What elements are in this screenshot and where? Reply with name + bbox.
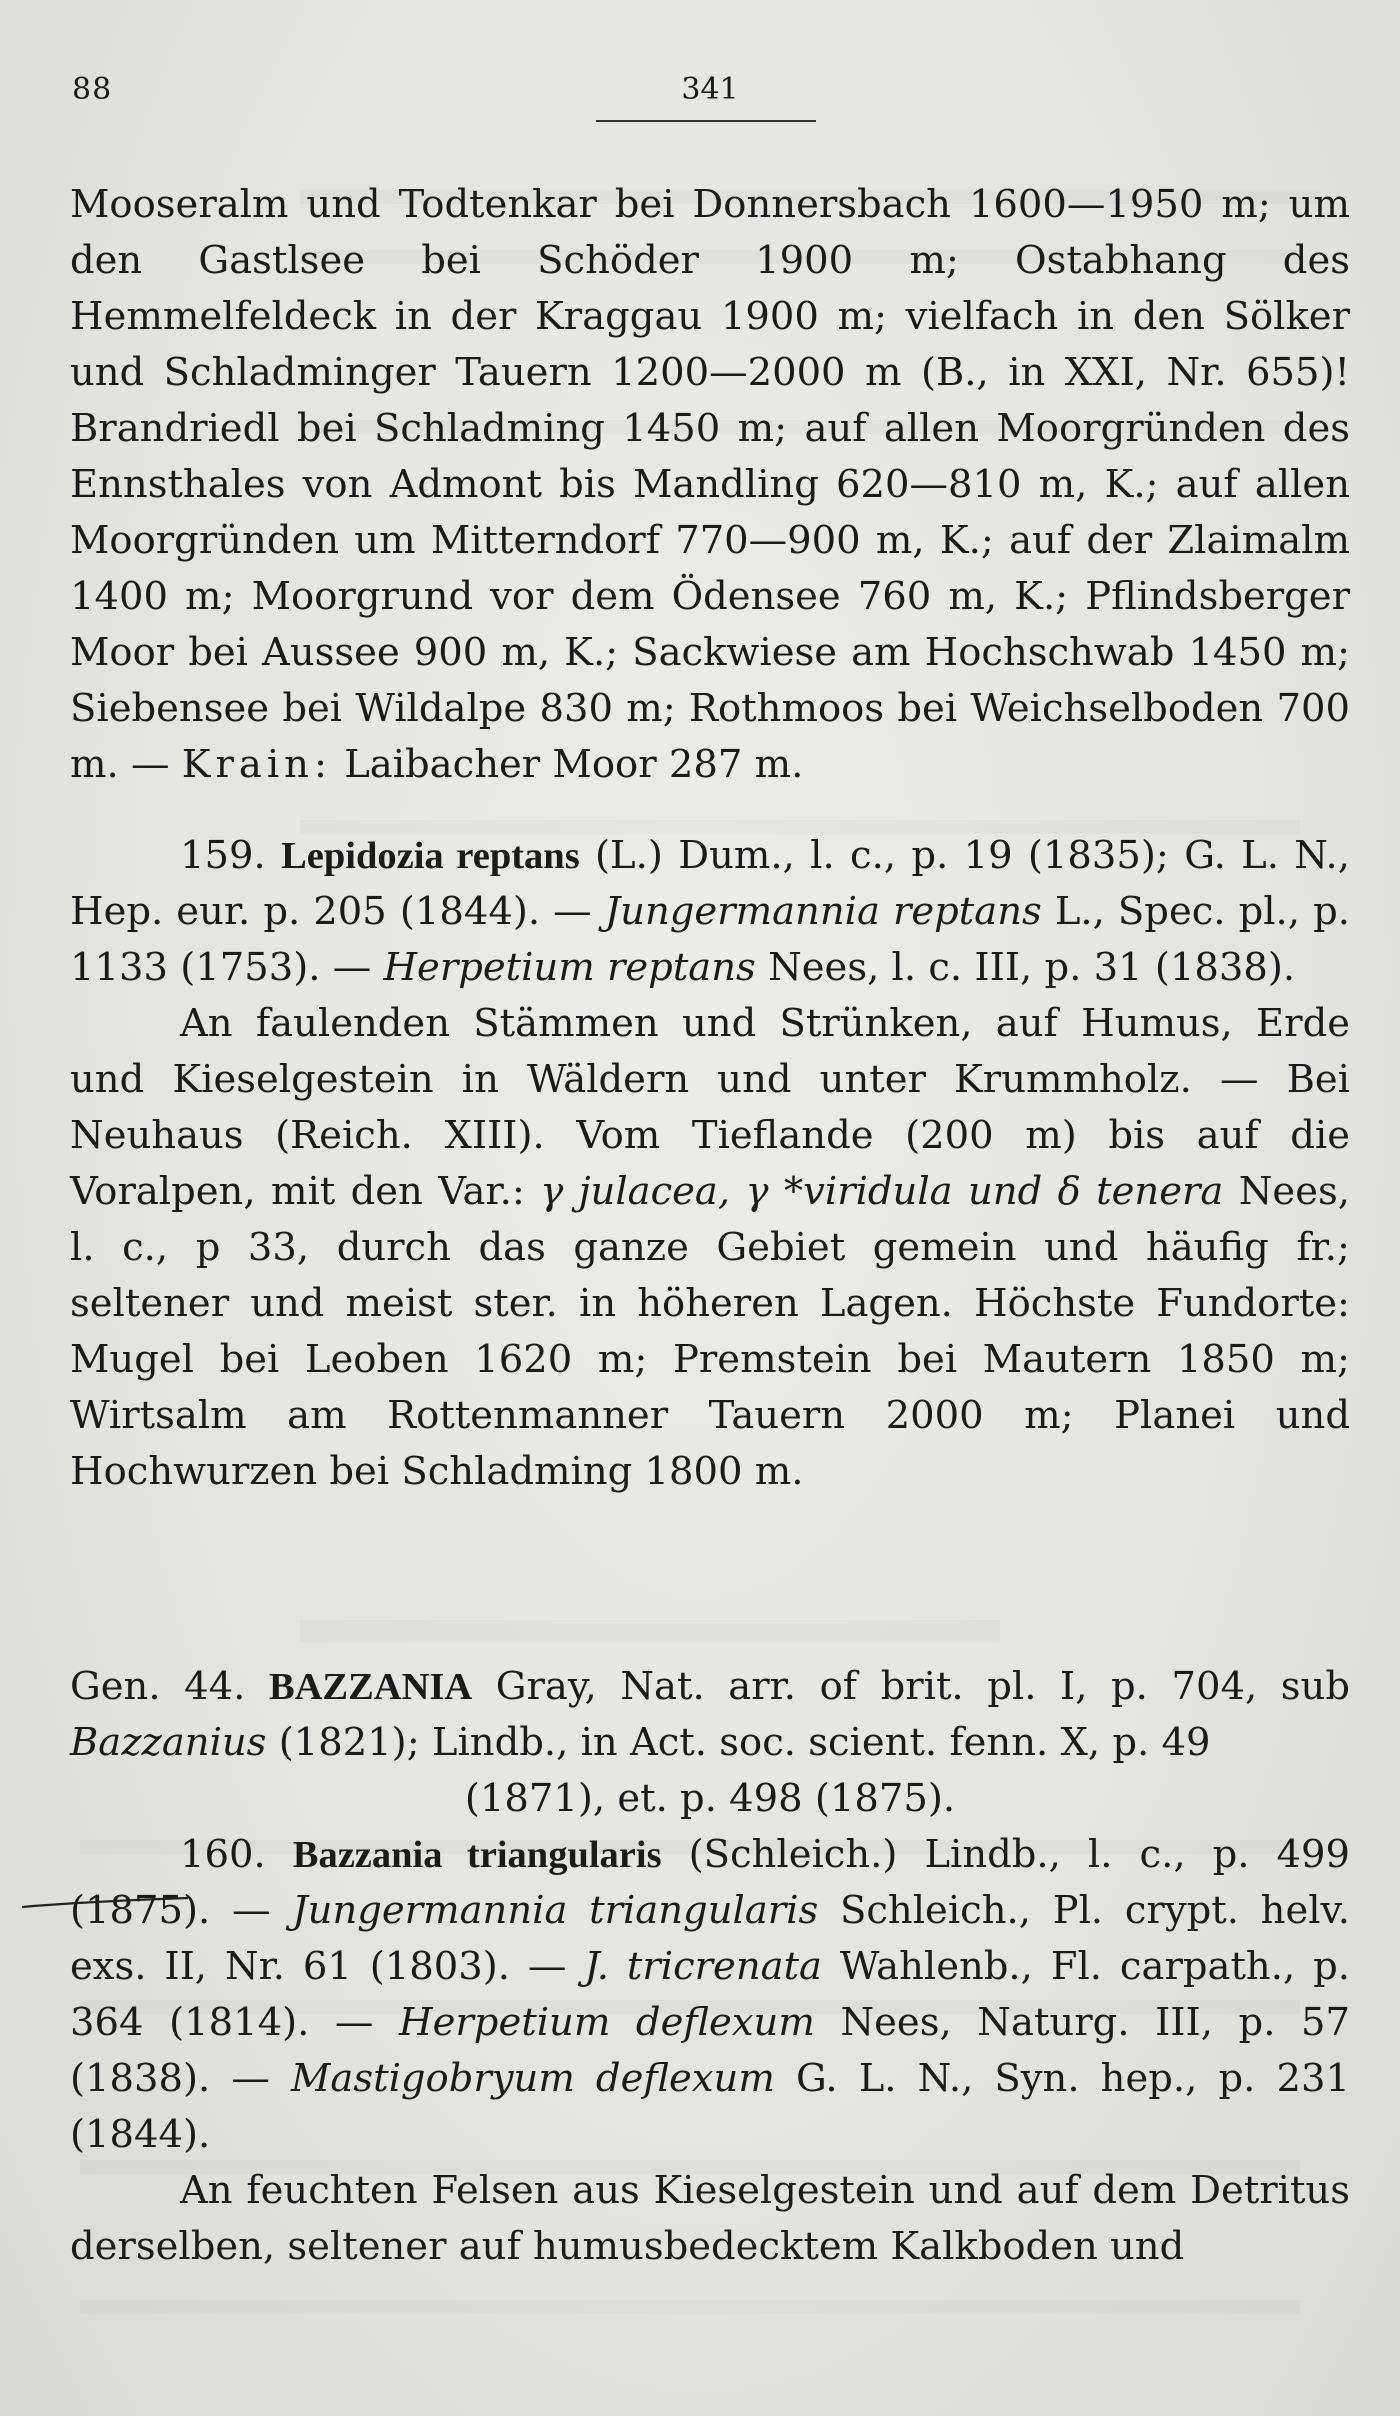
species-160-citation-e: G. L. N., Syn. hep., p. 231 (1844). [70,2056,1350,2157]
genus-44-citation-a: Gray, Nat. arr. of brit. pl. I, p. 704, sub [495,1664,1350,1709]
genus-44-citation-c: (1871), et. p. 498 (1875). [464,1776,956,1821]
locations-paragraph [70,177,1350,793]
species-159-heading [70,828,1350,996]
genus-44-heading [70,1659,1350,1771]
left-page-number: 88 [72,72,113,107]
species-160-citation-d: Nees, Naturg. III, p. 57 (1838). — [70,2000,1351,2101]
species-160-synonym-2: J. tricrenata [584,1944,823,1989]
locations-text: Mooseralm und Todtenkar bei Donnersbach 1600—1950 m; um den Gastlsee bei Schöder 1900 m; Ostabhang des Hemmelfeldeck in der Kraggau 1900 m; vielfach in den Sölker und Schladminger Tauern 1200—2000 m (B., in XXI, Nr. 655)! Brandriedl bei Schladming 1450 m; auf allen Moorgründen des Ennsthales von Admont bis Mandling 620—810 m, K.; auf allen Moorgründen um Mitterndorf 770—900 m, K.; auf der Zlaimalm 1400 m; Moorgrund vor dem Ödensee 760 m, K.; Pflindsberger Moor bei Aussee 900 m, K.; Sackwiese am Hochschwab 1450 m; Siebensee bei Wildalpe 830 m; Rothmoos bei Weichselboden 700 m. [70,182,1350,787]
species-159-citation-a: (L.) Dum., l. c., p. 19 (1835); G. L. N., Hep. eur. p. 205 (1844). — [70,833,1350,934]
closing-dash: — [131,742,170,787]
species-160-name: Bazzania triangularis [292,1834,662,1876]
species-159-habitat-a: An faulenden Stämmen und Strünken, auf Humus, Erde und Kieselgestein in Wäldern und unter Krummholz. — Bei Neuhaus (Reich. XIII). Vom Tieflande (200 m) bis auf die Voralpen, mit den Var.: [70,1001,1350,1214]
species-159-varieties: γ julacea, γ *viridula und δ tenera [540,1169,1224,1214]
species-160-heading [70,1827,1350,2163]
species-160-synonym-3: Herpetium deflexum [399,2000,815,2045]
text-block-species-159 [70,828,1350,1500]
species-160-habitat: An feuchten Felsen aus Kieselgestein und auf dem Detritus derselben, seltener auf humusbedecktem Kalkboden und [70,2168,1350,2269]
text-block-genus-44 [70,1659,1350,2275]
header-rule [596,120,816,122]
closing-text: Laibacher Moor 287 m. [344,742,804,787]
genus-44-label: Gen. 44. [70,1664,246,1709]
genus-44-name: BAZZANIA [268,1666,473,1708]
species-159-habitat [70,996,1350,1500]
species-160-citation-b: Schleich., Pl. crypt. helv. exs. II, Nr. 61 (1803). — [70,1888,1350,1989]
species-160-synonym-4: Mastigobryum deflexum [290,2056,775,2101]
species-160-number: 160. [180,1832,266,1877]
species-159-number: 159. [180,833,266,878]
center-page-number: 341 [681,72,739,107]
species-160-synonym-1: Jungermannia triangularis [292,1888,819,1933]
species-160-citation-a: (Schleich.) Lindb., l. c., p. 499 (1875). — [70,1832,1350,1933]
species-159-synonym-2: Herpetium reptans [383,945,756,990]
species-159-citation-c: Nees, l. c. III, p. 31 (1838). [768,945,1296,990]
region-label-krain: Krain: [181,742,332,787]
species-159-synonym-1: Jungermannia reptans [604,889,1042,934]
species-160-citation-c: Wahlenb., Fl. carpath., p. 364 (1814). — [70,1944,1350,2045]
species-159-habitat-b: Nees, l. c., p 33, durch das ganze Gebiet gemein und häufig fr.; seltener und meist ster. in höheren Lagen. Höchste Fundorte: Mugel bei Leoben 1620 m; Premstein bei Mautern 1850 m; Wirtsalm am Rottenmanner Tauern 2000 m; Planei und Hochwurzen bei Schladming 1800 m. [70,1169,1350,1494]
species-159-name: Lepidozia reptans [281,835,580,877]
genus-44-citation-b: (1821); Lindb., in Act. soc. scient. fenn. X, p. 49 [278,1720,1211,1765]
genus-44-synonym: Bazzanius [70,1720,267,1765]
species-159-citation-b: L., Spec. pl., p. 1133 (1753). — [70,889,1350,990]
text-block-locations [70,177,1350,793]
pencil-margin-mark [20,1895,190,1909]
